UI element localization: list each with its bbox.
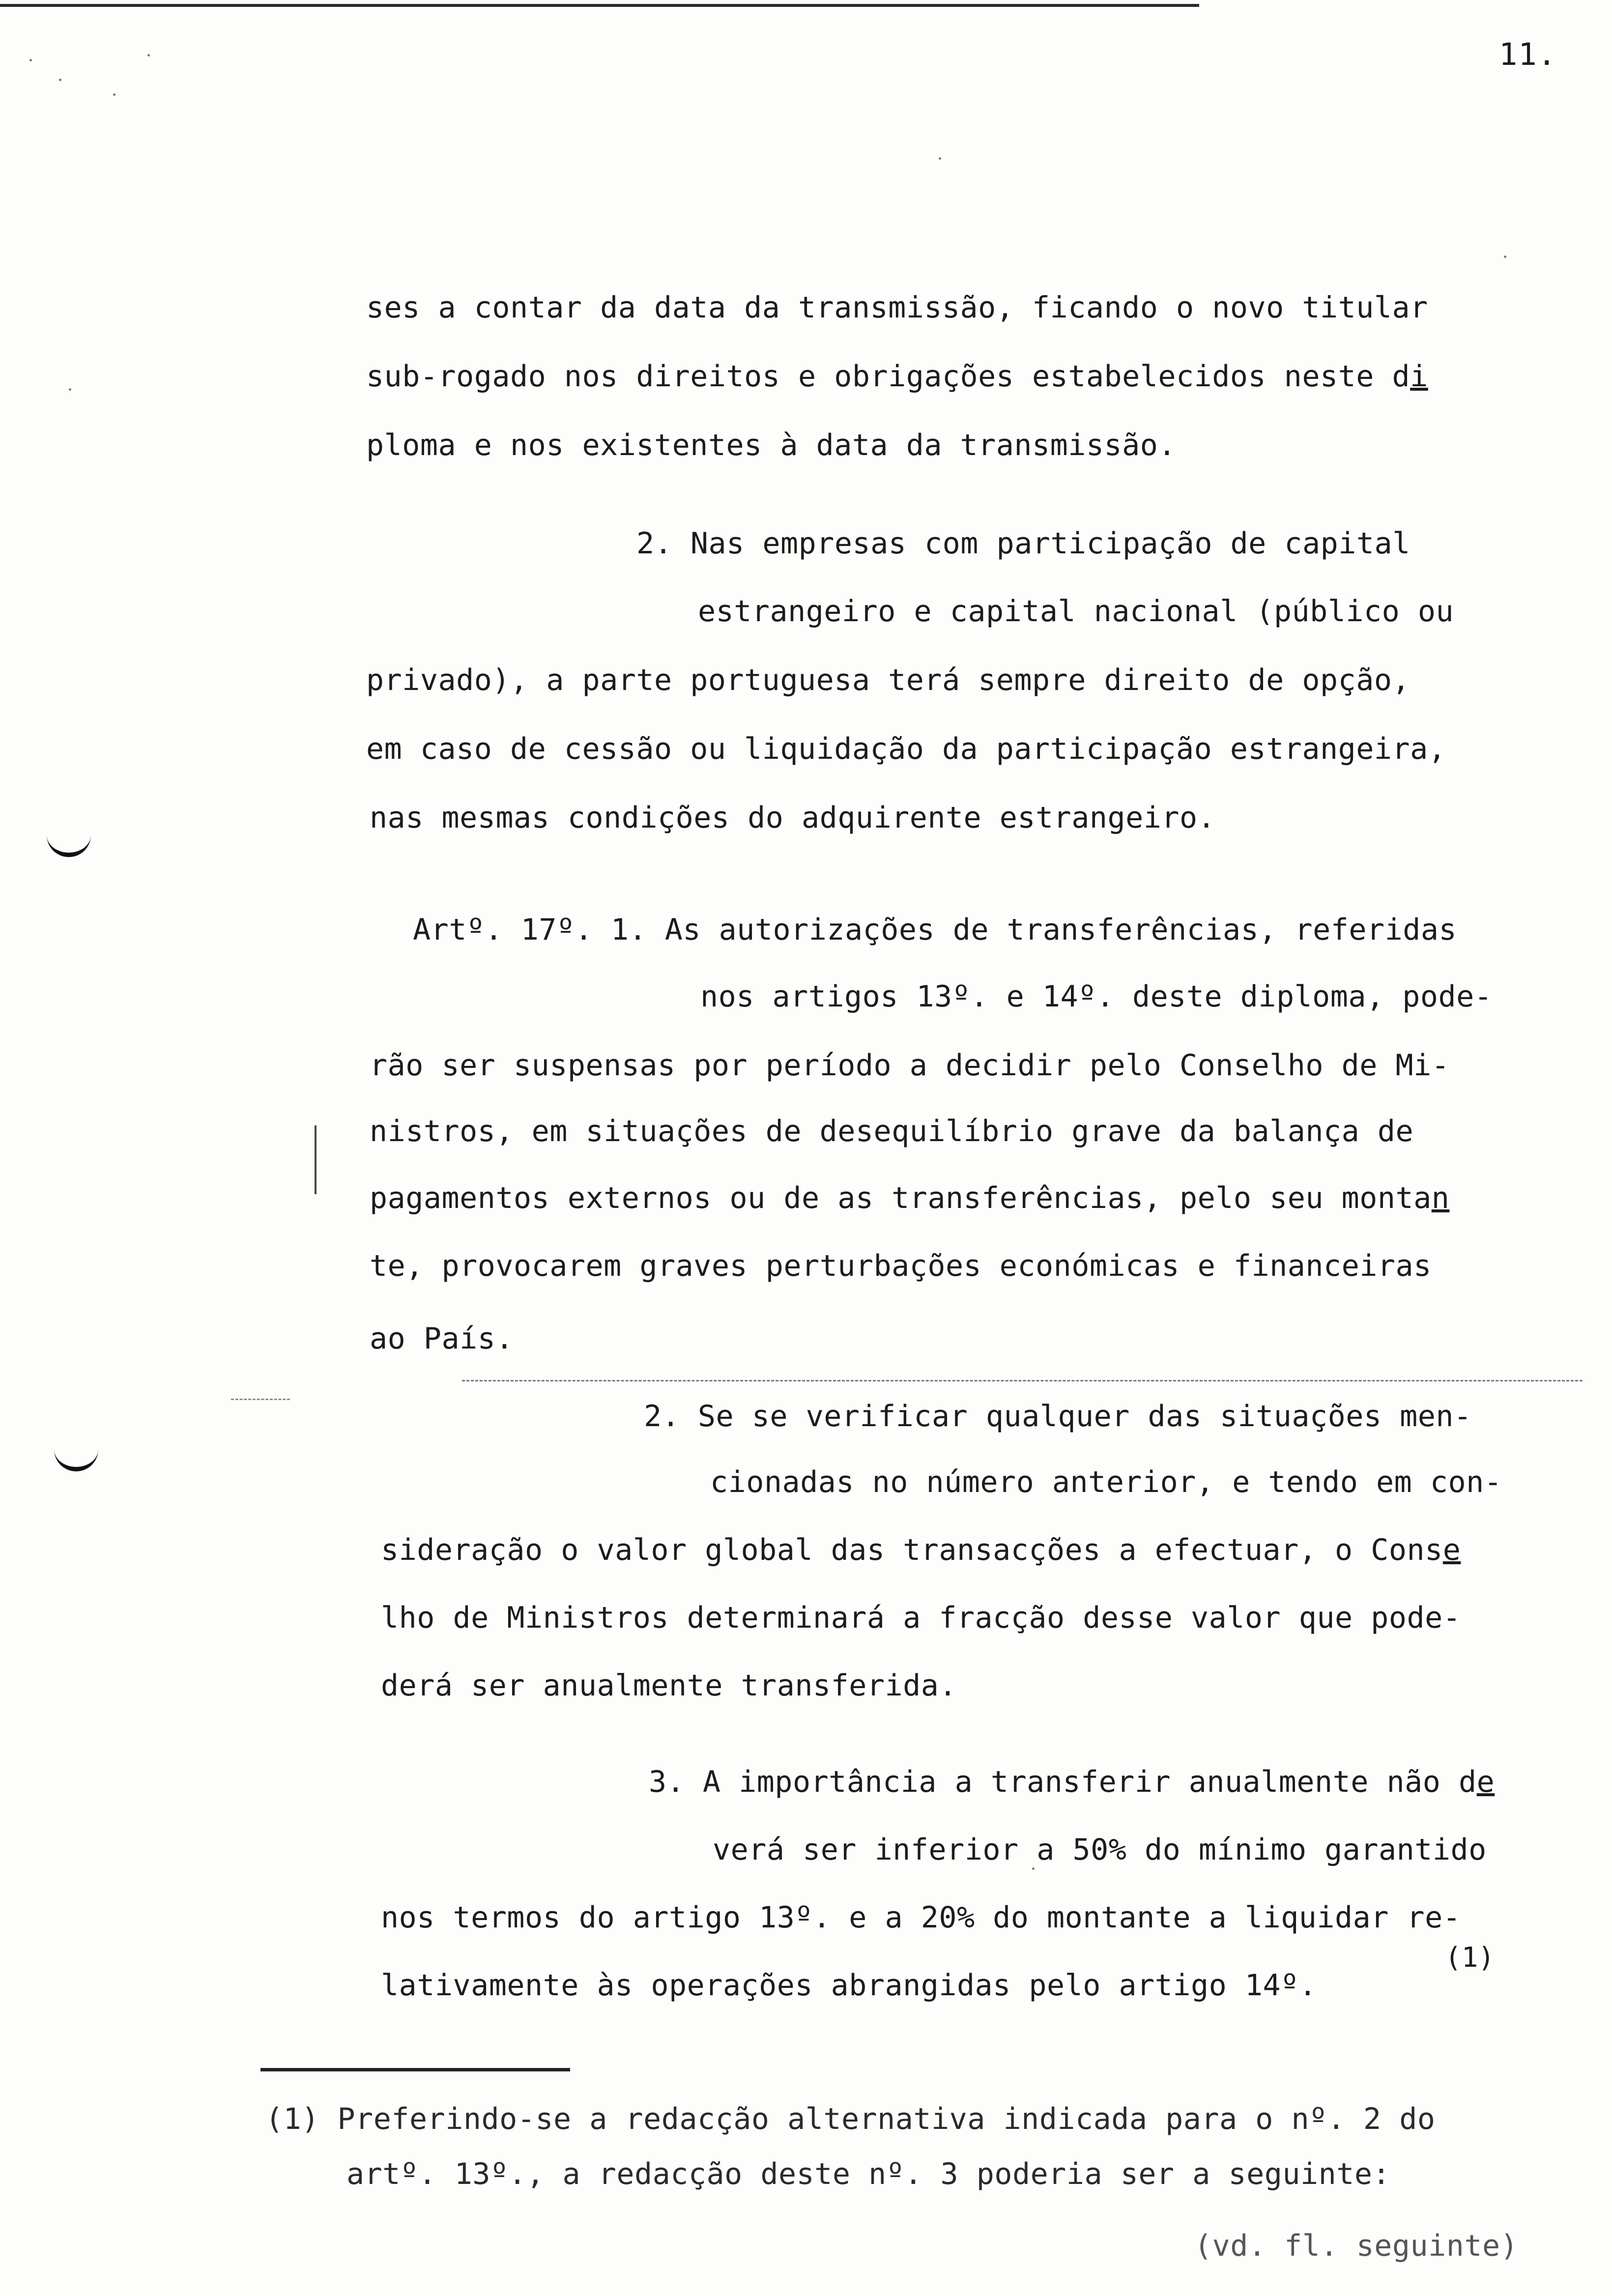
- scan-speck: [59, 79, 61, 81]
- text-line: estrangeiro e capital nacional (público ou: [698, 594, 1454, 629]
- text-line: verá ser inferior a 50% do mínimo garantido: [713, 1833, 1487, 1867]
- margin-stroke: [315, 1125, 317, 1194]
- text-line: em caso de cessão ou liquidação da participação estrangeira,: [366, 732, 1446, 766]
- text-line: nos artigos 13º. e 14º. deste diploma, pode-: [700, 979, 1493, 1014]
- text-line: cionadas no número anterior, e tendo em con-: [710, 1465, 1502, 1499]
- text-line: 2. Nas empresas com participação de capital: [636, 526, 1410, 561]
- text-line: ploma e nos existentes à data da transmissão.: [366, 428, 1177, 462]
- text-line: 2. Se se verificar qualquer das situações men-: [644, 1399, 1472, 1434]
- top-edge-rule: [0, 4, 1199, 7]
- binder-hole-mark: [47, 833, 91, 857]
- text-line: derá ser anualmente transferida.: [381, 1668, 957, 1703]
- footnote-line: artº. 13º., a redacção deste nº. 3 poderia ser a seguinte:: [346, 2157, 1391, 2191]
- text-line: ao País.: [370, 1321, 514, 1356]
- page-number: 11.: [1499, 36, 1557, 72]
- text-line: lho de Ministros determinará a fracção desse valor que pode-: [381, 1601, 1461, 1635]
- footnote-rule: [260, 2068, 570, 2071]
- footnote-reference: (1): [1445, 1942, 1495, 1974]
- text-line: sideração o valor global das transacções a efectuar, o Conse: [381, 1533, 1461, 1567]
- scan-speck: [939, 157, 941, 160]
- text-line: te, provocarem graves perturbações económicas e financeiras: [370, 1249, 1432, 1283]
- scan-speck: [1504, 256, 1506, 258]
- text-line: nas mesmas condições do adquirente estrangeiro.: [370, 801, 1216, 835]
- text-line: lativamente às operações abrangidas pelo artigo 14º.: [381, 1968, 1317, 2003]
- scan-speck: [69, 388, 71, 391]
- footnote-continuation: (vd. fl. seguinte): [1194, 2229, 1519, 2263]
- scan-speck: [29, 59, 32, 61]
- text-line: nos termos do artigo 13º. e a 20% do montante a liquidar re-: [381, 1900, 1461, 1935]
- text-line: 3. A importância a transferir anualmente não de: [649, 1765, 1495, 1799]
- binder-hole-mark: [54, 1447, 98, 1471]
- footnote-line: (1) Preferindo-se a redacção alternativa indicada para o nº. 2 do: [265, 2102, 1436, 2136]
- text-line: sub-rogado nos direitos e obrigações estabelecidos neste di: [366, 359, 1428, 394]
- scan-speck: [147, 54, 150, 57]
- dashed-margin-mark: [231, 1399, 290, 1400]
- dashed-separator: [462, 1380, 1583, 1381]
- text-line: privado), a parte portuguesa terá sempre direito de opção,: [366, 663, 1410, 697]
- text-line: pagamentos externos ou de as transferências, pelo seu montan: [370, 1181, 1450, 1215]
- scan-speck: [1032, 1867, 1035, 1870]
- text-line: nistros, em situações de desequilíbrio grave da balança de: [370, 1114, 1414, 1148]
- text-line: rão ser suspensas por período a decidir pelo Conselho de Mi-: [370, 1048, 1450, 1083]
- scan-speck: [113, 93, 115, 96]
- text-line: Artº. 17º. 1. As autorizações de transferências, referidas: [413, 913, 1457, 947]
- text-line: ses a contar da data da transmissão, ficando o novo titular: [366, 290, 1428, 325]
